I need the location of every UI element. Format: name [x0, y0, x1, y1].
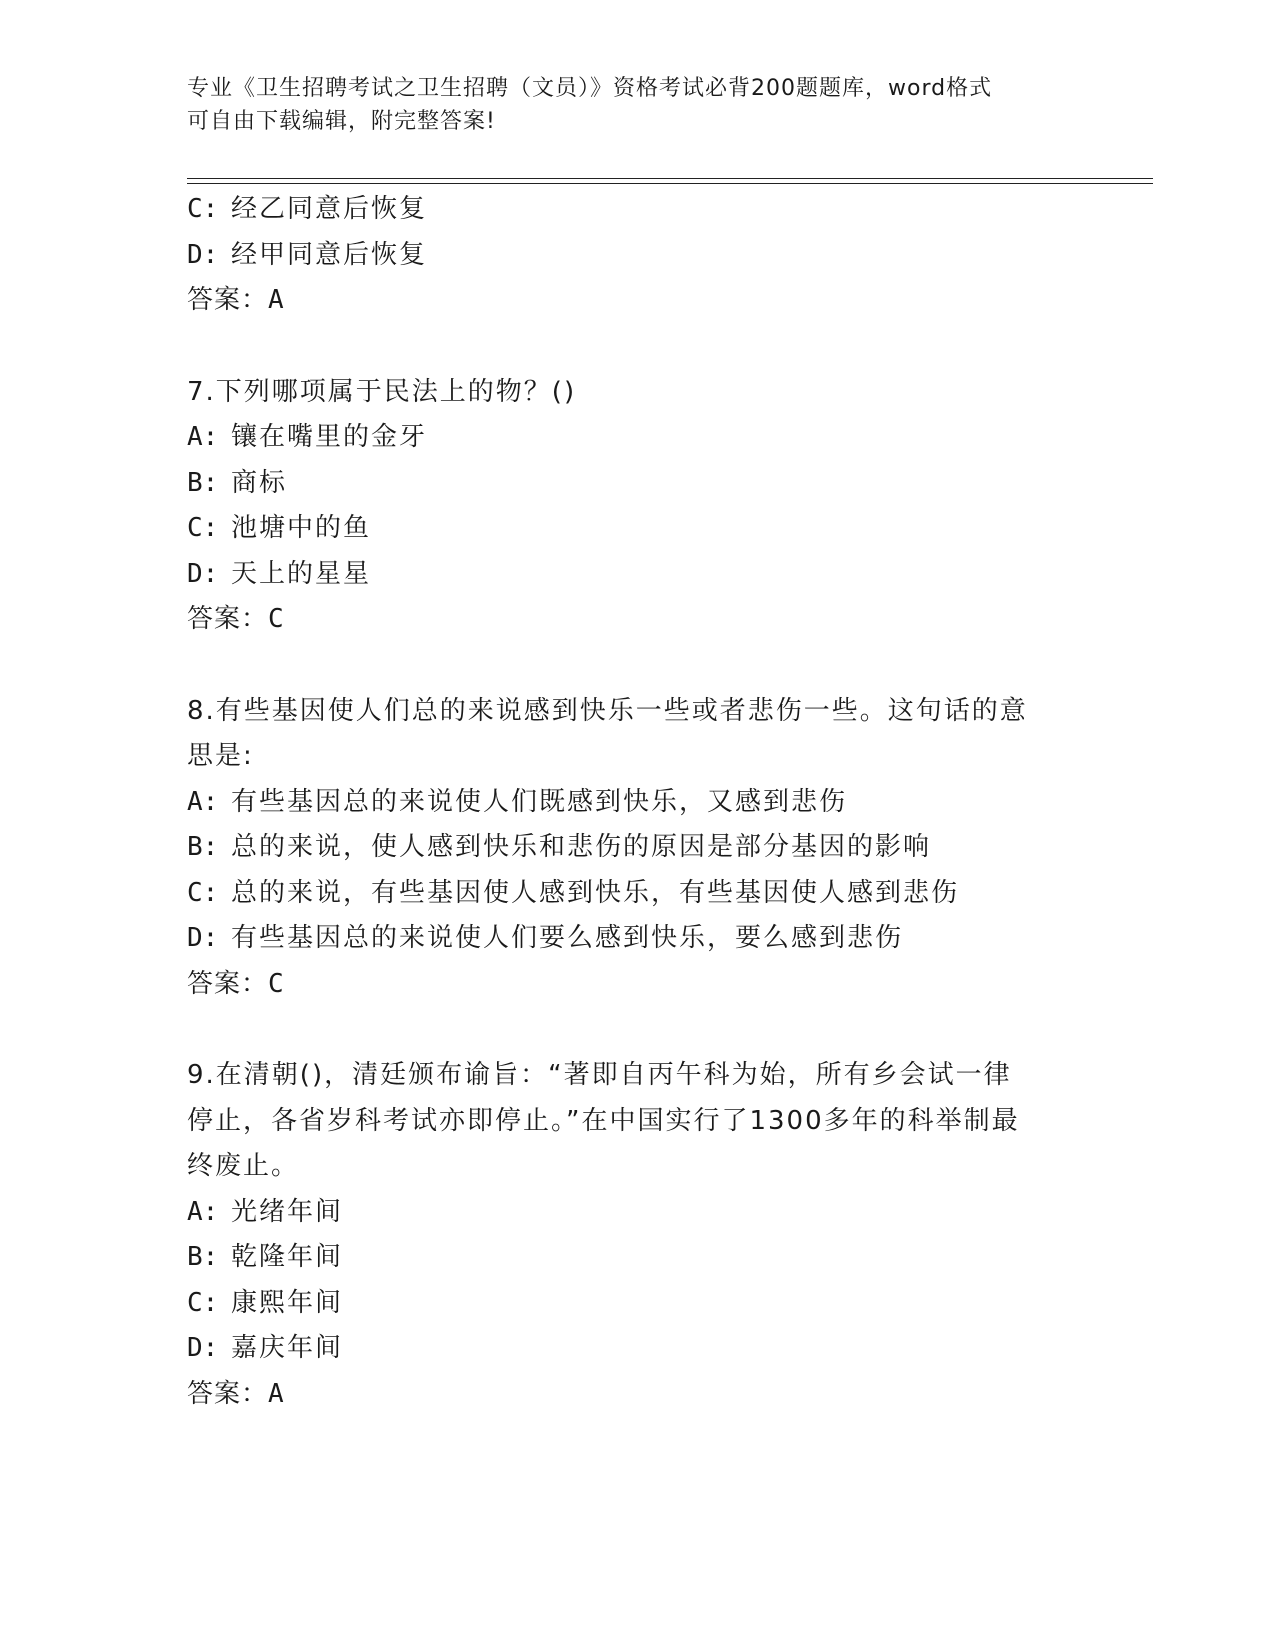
- option-key: A:: [187, 1196, 219, 1227]
- answer-value: A: [268, 1378, 285, 1409]
- option-b: [187, 461, 1087, 507]
- answer-label: 答案：: [187, 285, 269, 315]
- header-divider-bottom: [187, 183, 1153, 184]
- option-b: [187, 825, 1087, 871]
- option-text: 总的来说，有些基因使人感到快乐，有些基因使人感到悲伤: [231, 877, 960, 908]
- answer-label: 答案：: [187, 604, 269, 634]
- question-stem-line-3: 终废止。: [187, 1151, 300, 1181]
- answer-value: A: [268, 285, 285, 315]
- question-stem-line-1: 8.有些基因使人们总的来说感到快乐一些或者悲伤一些。这句话的意: [187, 695, 1028, 726]
- question-7: [187, 370, 1087, 643]
- answer-label: 答案：: [187, 968, 269, 999]
- question-list: [187, 187, 1087, 1417]
- header-divider-top: [187, 178, 1153, 179]
- option-key: A:: [187, 786, 219, 817]
- option-c: [187, 506, 1087, 552]
- option-d: [187, 233, 1087, 279]
- option-b: [187, 1235, 1087, 1281]
- option-text: 商标: [231, 467, 288, 498]
- question-9: [187, 1053, 1087, 1417]
- option-text: 有些基因总的来说使人们要么感到快乐，要么感到悲伤: [231, 923, 904, 953]
- option-text: 天上的星星: [231, 558, 372, 589]
- option-d: [187, 552, 1087, 598]
- question-stem-line-1: 9.在清朝()，清廷颁布谕旨：“著即自丙午科为始，所有乡会试一律: [187, 1060, 1012, 1090]
- option-text: 乾隆年间: [231, 1242, 344, 1272]
- question-stem-line-2: 停止，各省岁科考试亦即停止。”在中国实行了1300多年的科举制最: [187, 1105, 1020, 1136]
- header-title-line-2: 可自由下载编辑，附完整答案!: [187, 109, 496, 134]
- option-key: B:: [187, 832, 219, 862]
- option-text: 光绪年间: [231, 1196, 344, 1227]
- header-title-line-1: 专业《卫生招聘考试之卫生招聘（文员）》资格考试必背200题题库，word格式: [187, 76, 993, 101]
- question-stem-line-2: 思是:: [187, 741, 254, 771]
- option-text: 经甲同意后恢复: [231, 239, 428, 270]
- answer-value: C: [268, 968, 285, 999]
- option-text: 康熙年间: [231, 1287, 344, 1318]
- option-text: 池塘中的鱼: [231, 513, 372, 543]
- option-text: 总的来说，使人感到快乐和悲伤的原因是部分基因的影响: [231, 832, 932, 862]
- spacer: [187, 324, 1087, 370]
- option-key: C:: [187, 194, 219, 224]
- option-text: 有些基因总的来说使人们既感到快乐，又感到悲伤: [231, 786, 848, 817]
- spacer: [187, 643, 1087, 689]
- answer-line: [187, 597, 1087, 643]
- option-c: [187, 871, 1087, 917]
- option-a: [187, 415, 1087, 461]
- option-d: [187, 1326, 1087, 1372]
- option-key: D:: [187, 558, 219, 589]
- option-a: [187, 1190, 1087, 1236]
- option-text: 镶在嘴里的金牙: [231, 422, 428, 452]
- option-c: [187, 1281, 1087, 1327]
- option-text: 嘉庆年间: [231, 1333, 344, 1363]
- option-key: B:: [187, 467, 219, 498]
- option-d: [187, 916, 1087, 962]
- option-text: 经乙同意后恢复: [231, 194, 428, 224]
- question-stem: 7.下列哪项属于民法上的物？(): [187, 376, 577, 407]
- answer-label: 答案：: [187, 1378, 269, 1409]
- document-header: [187, 72, 1087, 138]
- answer-line: [187, 278, 1087, 324]
- answer-value: C: [268, 604, 285, 634]
- option-c: [187, 187, 1087, 233]
- option-key: A:: [187, 422, 219, 452]
- question-continued: [187, 187, 1087, 324]
- option-key: C:: [187, 877, 219, 908]
- question-8: [187, 689, 1087, 1008]
- option-a: [187, 780, 1087, 826]
- option-key: C:: [187, 513, 219, 543]
- option-key: D:: [187, 239, 219, 270]
- spacer: [187, 1007, 1087, 1053]
- option-key: B:: [187, 1242, 219, 1272]
- option-key: D:: [187, 1333, 219, 1363]
- option-key: C:: [187, 1287, 219, 1318]
- option-key: D:: [187, 923, 219, 953]
- answer-line: [187, 1372, 1087, 1418]
- answer-line: [187, 962, 1087, 1008]
